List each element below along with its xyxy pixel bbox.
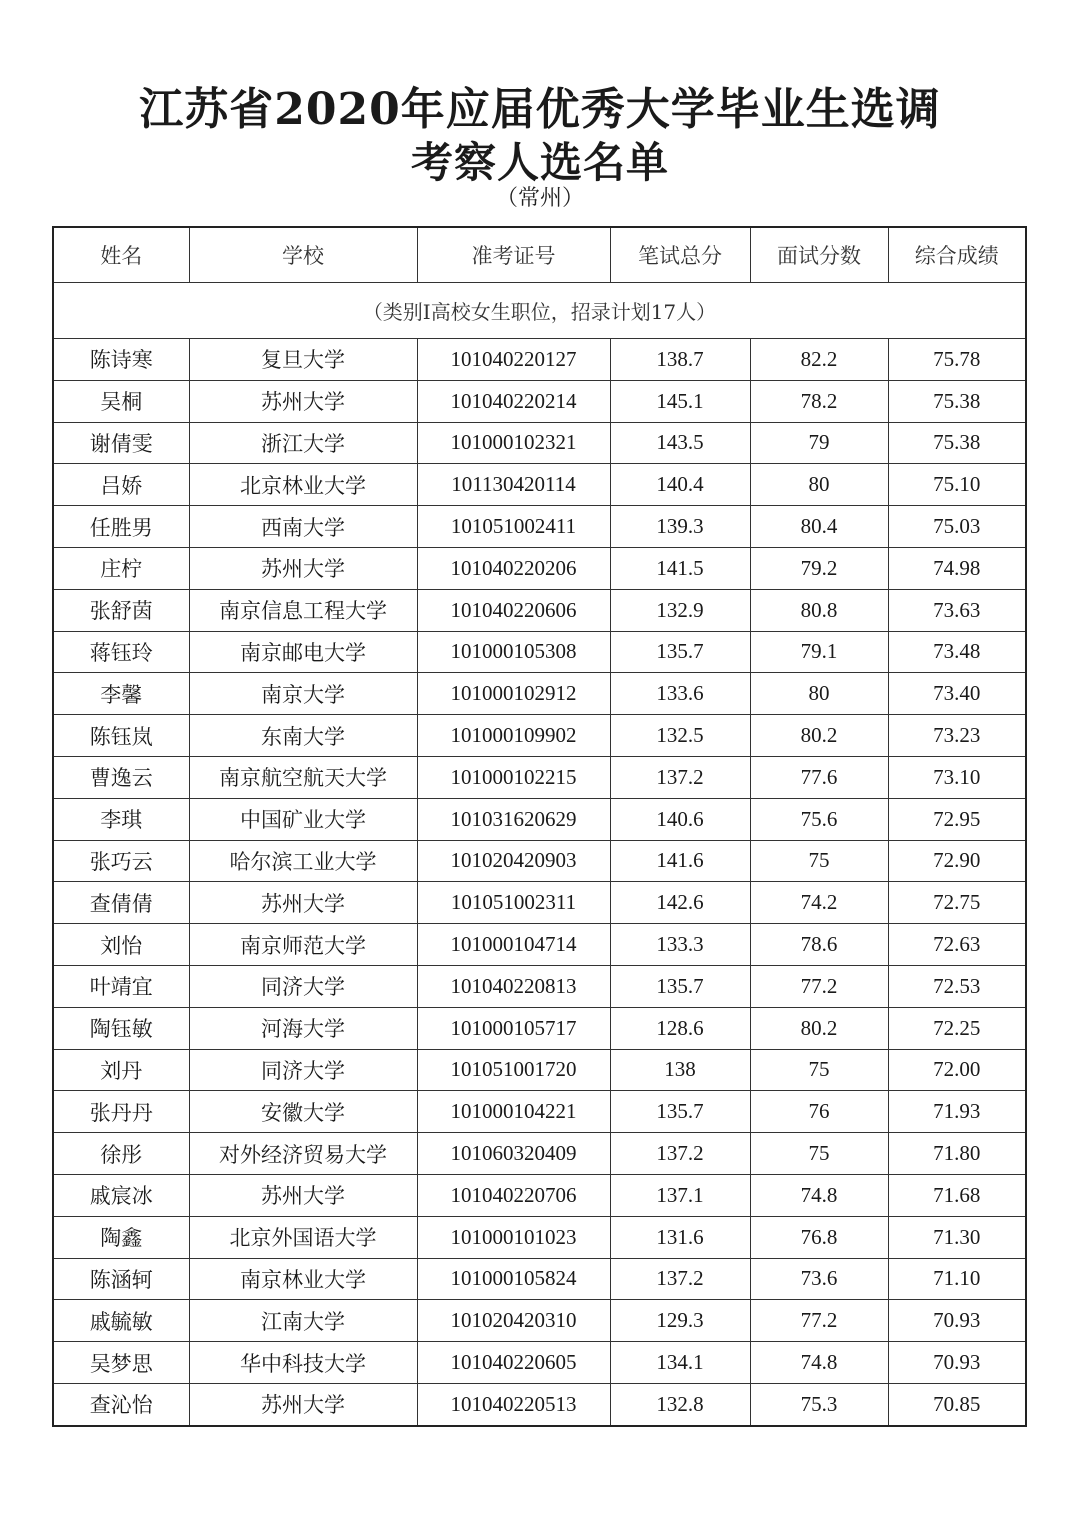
cell-total-score: 75.38 [888,380,1026,422]
table-row [53,798,1026,840]
cell-school: 河海大学 [189,1007,417,1049]
table-row [53,1133,1026,1175]
table-header-row [53,227,1026,283]
cell-school: 南京航空航天大学 [189,756,417,798]
cell-interview-score: 75.6 [750,798,888,840]
cell-total-score: 75.10 [888,464,1026,506]
cell-exam-id: 101000101023 [417,1216,610,1258]
cell-name: 曹逸云 [53,756,189,798]
cell-exam-id: 101040220706 [417,1174,610,1216]
cell-interview-score: 80.2 [750,715,888,757]
table-row [53,673,1026,715]
cell-written-score: 139.3 [610,506,750,548]
cell-interview-score: 79.1 [750,631,888,673]
cell-exam-id: 101060320409 [417,1133,610,1175]
cell-name: 陈诗寒 [53,339,189,381]
cell-interview-score: 77.6 [750,756,888,798]
cell-written-score: 138 [610,1049,750,1091]
cell-name: 李馨 [53,673,189,715]
cell-interview-score: 76 [750,1091,888,1133]
cell-interview-score: 77.2 [750,965,888,1007]
cell-written-score: 132.8 [610,1383,750,1425]
cell-exam-id: 101051002411 [417,506,610,548]
cell-school: 复旦大学 [189,339,417,381]
cell-exam-id: 101000102215 [417,756,610,798]
cell-written-score: 129.3 [610,1300,750,1342]
cell-name: 张巧云 [53,840,189,882]
cell-name: 陶鑫 [53,1216,189,1258]
cell-school: 浙江大学 [189,422,417,464]
cell-total-score: 72.95 [888,798,1026,840]
cell-total-score: 74.98 [888,547,1026,589]
cell-interview-score: 74.8 [750,1174,888,1216]
document-title-line-1: 江苏省2020年应届优秀大学毕业生选调 [139,84,941,135]
cell-total-score: 73.48 [888,631,1026,673]
cell-school: 南京信息工程大学 [189,589,417,631]
cell-exam-id: 101020420310 [417,1300,610,1342]
table-row [53,756,1026,798]
cell-name: 张舒茵 [53,589,189,631]
cell-name: 李琪 [53,798,189,840]
cell-name: 吴桐 [53,380,189,422]
cell-school: 南京林业大学 [189,1258,417,1300]
table-row [53,1300,1026,1342]
cell-exam-id: 101130420114 [417,464,610,506]
header-exam-id: 准考证号 [417,227,610,283]
cell-interview-score: 80.4 [750,506,888,548]
cell-exam-id: 101040220206 [417,547,610,589]
cell-school: 东南大学 [189,715,417,757]
cell-interview-score: 73.6 [750,1258,888,1300]
cell-interview-score: 77.2 [750,1300,888,1342]
cell-written-score: 143.5 [610,422,750,464]
header-name: 姓名 [53,227,189,283]
cell-written-score: 135.7 [610,965,750,1007]
cell-school: 西南大学 [189,506,417,548]
cell-exam-id: 101040220606 [417,589,610,631]
cell-total-score: 71.10 [888,1258,1026,1300]
cell-interview-score: 74.2 [750,882,888,924]
category-row [53,283,1026,339]
cell-school: 苏州大学 [189,1383,417,1425]
cell-total-score: 73.23 [888,715,1026,757]
header-interview-score: 面试分数 [750,227,888,283]
cell-name: 吕娇 [53,464,189,506]
cell-written-score: 137.2 [610,756,750,798]
cell-total-score: 72.90 [888,840,1026,882]
cell-written-score: 132.9 [610,589,750,631]
cell-exam-id: 101000104714 [417,924,610,966]
cell-exam-id: 101000105824 [417,1258,610,1300]
cell-written-score: 137.1 [610,1174,750,1216]
cell-exam-id: 101040220214 [417,380,610,422]
cell-exam-id: 101051001720 [417,1049,610,1091]
cell-written-score: 128.6 [610,1007,750,1049]
cell-school: 哈尔滨工业大学 [189,840,417,882]
table-row [53,380,1026,422]
cell-school: 南京大学 [189,673,417,715]
cell-total-score: 70.85 [888,1383,1026,1425]
cell-written-score: 140.6 [610,798,750,840]
cell-total-score: 73.10 [888,756,1026,798]
cell-exam-id: 101000105717 [417,1007,610,1049]
header-total-score: 综合成绩 [888,227,1026,283]
cell-interview-score: 80.8 [750,589,888,631]
cell-school: 南京邮电大学 [189,631,417,673]
cell-written-score: 133.6 [610,673,750,715]
table-row [53,422,1026,464]
cell-name: 徐彤 [53,1133,189,1175]
cell-exam-id: 101040220513 [417,1383,610,1425]
cell-name: 戚毓敏 [53,1300,189,1342]
cell-total-score: 72.63 [888,924,1026,966]
cell-school: 苏州大学 [189,1174,417,1216]
cell-interview-score: 78.6 [750,924,888,966]
cell-written-score: 141.5 [610,547,750,589]
cell-name: 查倩倩 [53,882,189,924]
cell-written-score: 137.2 [610,1258,750,1300]
table-row [53,840,1026,882]
cell-total-score: 71.68 [888,1174,1026,1216]
cell-exam-id: 101000102321 [417,422,610,464]
cell-total-score: 71.93 [888,1091,1026,1133]
cell-interview-score: 79.2 [750,547,888,589]
table-row [53,965,1026,1007]
table-row [53,1049,1026,1091]
cell-school: 对外经济贸易大学 [189,1133,417,1175]
cell-interview-score: 75 [750,1133,888,1175]
cell-exam-id: 101040220813 [417,965,610,1007]
cell-school: 安徽大学 [189,1091,417,1133]
cell-interview-score: 75.3 [750,1383,888,1425]
cell-total-score: 71.30 [888,1216,1026,1258]
cell-school: 苏州大学 [189,380,417,422]
header-school: 学校 [189,227,417,283]
cell-name: 叶靖宜 [53,965,189,1007]
cell-written-score: 145.1 [610,380,750,422]
cell-total-score: 70.93 [888,1300,1026,1342]
cell-total-score: 73.40 [888,673,1026,715]
table-row [53,924,1026,966]
cell-name: 任胜男 [53,506,189,548]
cell-name: 陈涵轲 [53,1258,189,1300]
cell-exam-id: 101040220127 [417,339,610,381]
table-row [53,715,1026,757]
cell-name: 庄柠 [53,547,189,589]
table-row [53,882,1026,924]
cell-name: 谢倩雯 [53,422,189,464]
cell-exam-id: 101000104221 [417,1091,610,1133]
cell-name: 吴梦思 [53,1342,189,1384]
cell-total-score: 72.25 [888,1007,1026,1049]
cell-name: 蒋钰玲 [53,631,189,673]
cell-interview-score: 78.2 [750,380,888,422]
cell-exam-id: 101000105308 [417,631,610,673]
cell-total-score: 75.38 [888,422,1026,464]
cell-school: 苏州大学 [189,547,417,589]
table-row [53,631,1026,673]
cell-written-score: 138.7 [610,339,750,381]
table-row [53,339,1026,381]
cell-written-score: 135.7 [610,631,750,673]
table-row [53,547,1026,589]
cell-name: 刘丹 [53,1049,189,1091]
cell-name: 陈钰岚 [53,715,189,757]
cell-interview-score: 79 [750,422,888,464]
document-subtitle: （常州） [495,186,584,211]
table-row [53,1007,1026,1049]
table-row [53,1091,1026,1133]
cell-written-score: 134.1 [610,1342,750,1384]
cell-school: 苏州大学 [189,882,417,924]
cell-total-score: 75.78 [888,339,1026,381]
table-row [53,506,1026,548]
cell-written-score: 142.6 [610,882,750,924]
cell-written-score: 141.6 [610,840,750,882]
cell-name: 戚宸冰 [53,1174,189,1216]
table-row [53,1174,1026,1216]
cell-written-score: 133.3 [610,924,750,966]
candidate-table [52,226,1027,1427]
table-row [53,464,1026,506]
table-row [53,1383,1026,1425]
header-written-score: 笔试总分 [610,227,750,283]
cell-exam-id: 101051002311 [417,882,610,924]
cell-school: 江南大学 [189,1300,417,1342]
cell-interview-score: 76.8 [750,1216,888,1258]
cell-written-score: 135.7 [610,1091,750,1133]
table-row [53,1258,1026,1300]
cell-interview-score: 80.2 [750,1007,888,1049]
cell-written-score: 137.2 [610,1133,750,1175]
cell-school: 北京外国语大学 [189,1216,417,1258]
cell-name: 刘怡 [53,924,189,966]
cell-total-score: 71.80 [888,1133,1026,1175]
cell-interview-score: 80 [750,673,888,715]
cell-total-score: 70.93 [888,1342,1026,1384]
cell-school: 北京林业大学 [189,464,417,506]
cell-written-score: 132.5 [610,715,750,757]
cell-school: 中国矿业大学 [189,798,417,840]
cell-interview-score: 75 [750,840,888,882]
cell-name: 查沁怡 [53,1383,189,1425]
cell-exam-id: 101000102912 [417,673,610,715]
cell-school: 南京师范大学 [189,924,417,966]
cell-school: 同济大学 [189,965,417,1007]
cell-interview-score: 74.8 [750,1342,888,1384]
document-title-line-2: 考察人选名单 [410,138,669,187]
cell-exam-id: 101031620629 [417,798,610,840]
cell-total-score: 72.00 [888,1049,1026,1091]
cell-interview-score: 80 [750,464,888,506]
cell-total-score: 72.75 [888,882,1026,924]
cell-exam-id: 101000109902 [417,715,610,757]
cell-exam-id: 101020420903 [417,840,610,882]
cell-interview-score: 75 [750,1049,888,1091]
cell-interview-score: 82.2 [750,339,888,381]
table-row [53,589,1026,631]
cell-school: 同济大学 [189,1049,417,1091]
cell-school: 华中科技大学 [189,1342,417,1384]
category-note: （类别I高校女生职位，招录计划17人） [53,283,1026,339]
cell-name: 张丹丹 [53,1091,189,1133]
cell-written-score: 140.4 [610,464,750,506]
cell-exam-id: 101040220605 [417,1342,610,1384]
cell-total-score: 73.63 [888,589,1026,631]
table-row [53,1342,1026,1384]
cell-total-score: 75.03 [888,506,1026,548]
cell-written-score: 131.6 [610,1216,750,1258]
table-row [53,1216,1026,1258]
cell-total-score: 72.53 [888,965,1026,1007]
cell-name: 陶钰敏 [53,1007,189,1049]
